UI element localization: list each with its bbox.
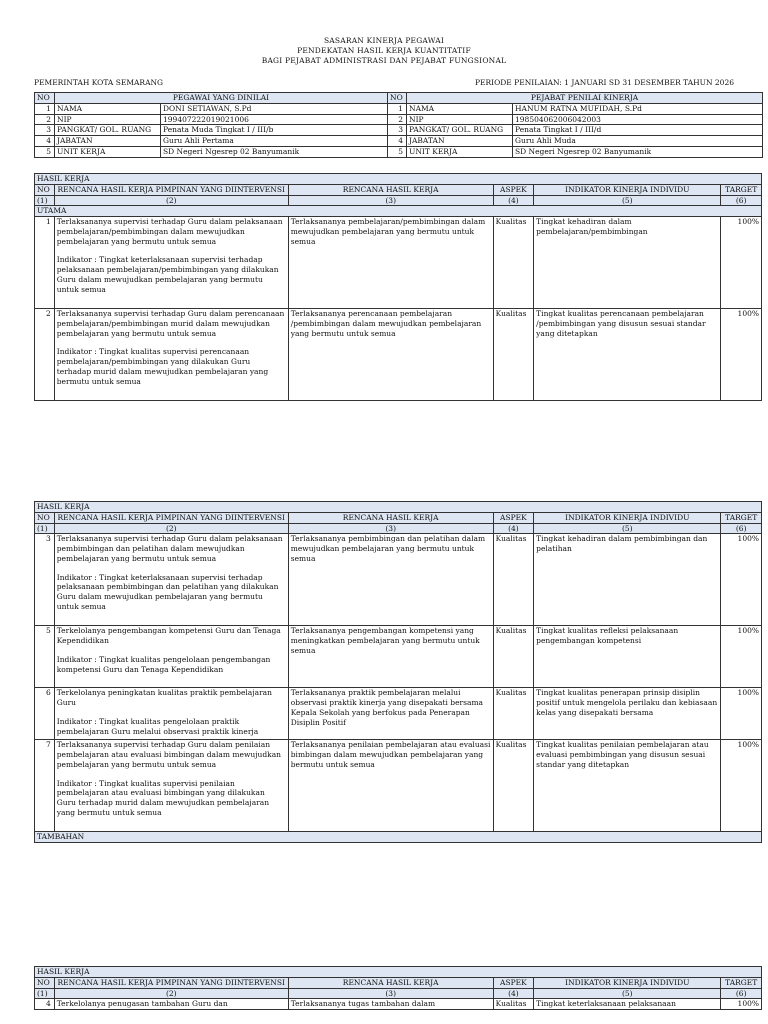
col-indicator-header: INDIKATOR KINERJA INDIVIDU — [534, 184, 721, 195]
col-no: NO — [388, 93, 407, 104]
table-row — [35, 626, 762, 688]
target-cell: 100% — [721, 217, 762, 309]
plan-cell: Terlaksananya pengembangan kompetensi yang meningkatkan pembelajaran yang bermutu untuk semua — [288, 626, 493, 688]
leader-plan-text: Terkelolanya pengembangan kompetensi Guru dan Tenaga Kependidikan — [56, 626, 281, 645]
leader-plan-cell — [54, 688, 288, 740]
aspect-cell: Kualitas — [493, 217, 534, 309]
col-number: (4) — [493, 195, 534, 206]
leader-plan-text: Terlaksananya supervisi terhadap Guru dalam pelaksanaan pembelajaran/pembimbingan dalam mewujudkan pembelajaran yang bermutu untuk semua — [56, 217, 283, 246]
target-cell: 100% — [721, 740, 762, 832]
col-number: (5) — [534, 195, 721, 206]
leader-plan-cell — [54, 626, 288, 688]
field-label: PANGKAT/ GOL. RUANG — [55, 125, 161, 136]
col-target-header: TARGET — [721, 977, 762, 988]
column-number-row — [35, 988, 762, 999]
col-leader-plan-header: RENCANA HASIL KERJA PIMPINAN YANG DIINTERVENSI — [54, 977, 288, 988]
employee-name: DONI SETIAWAN, S.Pd — [161, 103, 388, 114]
col-no-header: NO — [35, 184, 55, 195]
work-results-table-1 — [34, 173, 762, 401]
document-subtitle-2: BAGI PEJABAT ADMINISTRASI DAN PEJABAT FUNGSIONAL — [261, 56, 507, 65]
target-cell: 100% — [721, 534, 762, 626]
table-header-row — [35, 512, 762, 523]
col-number: (6) — [721, 195, 762, 206]
col-number: (3) — [288, 523, 493, 534]
work-results-table-3 — [34, 966, 762, 1010]
col-number: (1) — [35, 195, 55, 206]
leader-plan-cell — [54, 534, 288, 626]
target-cell: 100% — [721, 688, 762, 740]
col-plan-header: RENCANA HASIL KERJA — [288, 977, 493, 988]
employee-position: Guru Ahli Pertama — [161, 136, 388, 147]
leader-plan-text: Terkelolanya peningkatan kualitas praktik pembelajaran Guru — [56, 688, 272, 707]
row-number: 5 — [35, 626, 55, 688]
indicator-cell: Tingkat kehadiran dalam pembelajaran/pembimbingan — [534, 217, 721, 309]
plan-cell: Terlaksananya penilaian pembelajaran atau evaluasi bimbingan dalam mewujudkan pembelajaran yang bermutu untuk semua — [288, 740, 493, 832]
leader-indicator-text: Indikator : Tingkat kualitas supervisi penilaian pembelajaran atau evaluasi bimbingan yang dilakukan Guru terhadap murid dalam mewujudkan pembelajaran yang bermutu untuk semua — [56, 778, 270, 817]
leader-indicator-text: Indikator : Tingkat keterlaksanaan supervisi terhadap pelaksanaan pembelajaran/pembimbingan yang dilakukan Guru dalam mewujudkan pembelajaran yang bermutu untuk semua — [56, 255, 279, 294]
col-plan-header: RENCANA HASIL KERJA — [288, 512, 493, 523]
identity-row — [35, 114, 763, 125]
col-number: (6) — [721, 523, 762, 534]
row-number: 4 — [35, 999, 55, 1010]
plan-cell: Terlaksananya pembelajaran/pembimbingan dalam mewujudkan pembelajaran yang bermutu untuk semua — [288, 217, 493, 309]
row-number: 1 — [35, 217, 55, 309]
identity-row — [35, 125, 763, 136]
table-row — [35, 217, 762, 309]
employee-unit: SD Negeri Ngesrep 02 Banyumanik — [161, 146, 388, 157]
col-number: (2) — [54, 523, 288, 534]
leader-plan-text: Terlaksananya supervisi terhadap Guru dalam perencanaan pembelajaran/pembimbingan murid dalam mewujudkan pembelajaran yang bermutu untuk semua — [56, 309, 285, 338]
aspect-cell: Kualitas — [493, 626, 534, 688]
evaluator-header: PEJABAT PENILAI KINERJA — [407, 93, 763, 104]
col-number: (1) — [35, 523, 55, 534]
document-title: SASARAN KINERJA PEGAWAI — [323, 36, 445, 45]
evaluator-position: Guru Ahli Muda — [513, 136, 763, 147]
table-row — [35, 534, 762, 626]
row-number: 3 — [35, 534, 55, 626]
column-number-row — [35, 523, 762, 534]
table-header-row — [35, 184, 762, 195]
leader-plan-cell — [54, 309, 288, 401]
col-number: (2) — [54, 195, 288, 206]
col-target-header: TARGET — [721, 512, 762, 523]
plan-cell: Terlaksananya perencanaan pembelajaran /pembimbingan dalam mewujudkan pembelajaran yang bermutu untuk semua — [288, 309, 493, 401]
row-number: 1 — [35, 103, 55, 114]
row-number: 2 — [35, 114, 55, 125]
row-number: 5 — [388, 146, 407, 157]
identity-row — [35, 146, 763, 157]
col-plan-header: RENCANA HASIL KERJA — [288, 184, 493, 195]
aspect-cell: Kualitas — [493, 534, 534, 626]
col-number: (5) — [534, 988, 721, 999]
col-leader-plan-header: RENCANA HASIL KERJA PIMPINAN YANG DIINTERVENSI — [54, 184, 288, 195]
section-title: HASIL KERJA — [35, 502, 762, 513]
col-no-header: NO — [35, 977, 55, 988]
employee-nip: 199407222019021006 — [161, 114, 388, 125]
col-number: (6) — [721, 988, 762, 999]
field-label: JABATAN — [55, 136, 161, 147]
leader-plan-cell — [54, 217, 288, 309]
evaluator-name: HANUM RATNA MUFIDAH, S.Pd — [513, 103, 763, 114]
aspect-cell: Kualitas — [493, 688, 534, 740]
col-leader-plan-header: RENCANA HASIL KERJA PIMPINAN YANG DIINTERVENSI — [54, 512, 288, 523]
assessment-period: PERIODE PENILAIAN: 1 JANUARI SD 31 DESEMBER TAHUN 2026 — [475, 78, 734, 87]
indicator-cell: Tingkat kualitas perencanaan pembelajaran /pembimbingan yang disusun sesuai standar yang ditetapkan — [534, 309, 721, 401]
column-number-row — [35, 195, 762, 206]
leader-indicator-text: Indikator : Tingkat kualitas supervisi perencanaan pembelajaran/pembimbingan yang dilakukan Guru terhadap murid dalam mewujudkan pembelajaran yang bermutu untuk semua — [56, 347, 269, 386]
col-no-header: NO — [35, 512, 55, 523]
indicator-cell: Tingkat kualitas penerapan prinsip disiplin positif untuk mengelola perilaku dan kebiasaan kelas yang disepakati bersama — [534, 688, 721, 740]
evaluator-rank: Penata Tingkat I / III/d — [513, 125, 763, 136]
indicator-cell: Tingkat kualitas penilaian pembelajaran atau evaluasi pembimbingan yang disusun sesuai standar yang ditetapkan — [534, 740, 721, 832]
identity-row — [35, 136, 763, 147]
target-cell: 100% — [721, 626, 762, 688]
col-aspect-header: ASPEK — [493, 512, 534, 523]
indicator-cell: Tingkat kualitas refleksi pelaksanaan pengembangan kompetensi — [534, 626, 721, 688]
row-number: 2 — [35, 309, 55, 401]
indicator-cell: Tingkat kehadiran dalam pembimbingan dan pelatihan — [534, 534, 721, 626]
table-row — [35, 999, 762, 1010]
row-number: 7 — [35, 740, 55, 832]
leader-plan-cell — [54, 740, 288, 832]
row-number: 5 — [35, 146, 55, 157]
col-number: (3) — [288, 195, 493, 206]
identity-table — [34, 92, 763, 158]
leader-indicator-text: Indikator : Tingkat kualitas pengelolaan praktik pembelajaran Guru melalui observasi praktik kinerja — [56, 716, 259, 736]
category-label: UTAMA — [35, 206, 762, 217]
leader-plan-cell: Terkelolanya penugasan tambahan Guru dan — [54, 999, 288, 1010]
leader-plan-text: Terlaksananya supervisi terhadap Guru dalam pelaksanaan pembimbingan dan pelatihan dalam mewujudkan pembelajaran yang bermutu untuk semua — [56, 534, 283, 563]
col-indicator-header: INDIKATOR KINERJA INDIVIDU — [534, 512, 721, 523]
row-number: 4 — [388, 136, 407, 147]
leader-plan-text: Terlaksananya supervisi terhadap Guru dalam penilaian pembelajaran atau evaluasi bimbingan dalam mewujudkan pembelajaran yang bermutu untuk semua — [56, 740, 281, 769]
identity-header-row — [35, 93, 763, 104]
row-number: 2 — [388, 114, 407, 125]
col-number: (1) — [35, 988, 55, 999]
target-cell: 100% — [721, 309, 762, 401]
col-number: (4) — [493, 523, 534, 534]
category-label: TAMBAHAN — [35, 832, 762, 843]
col-target-header: TARGET — [721, 184, 762, 195]
row-number: 3 — [388, 125, 407, 136]
plan-cell: Terlaksananya pembimbingan dan pelatihan dalam mewujudkan pembelajaran yang bermutu untuk semua — [288, 534, 493, 626]
field-label: PANGKAT/ GOL. RUANG — [407, 125, 513, 136]
table-row — [35, 688, 762, 740]
row-number: 6 — [35, 688, 55, 740]
evaluator-nip: 198504062006042003 — [513, 114, 763, 125]
table-header-row — [35, 977, 762, 988]
target-cell: 100% — [721, 999, 762, 1010]
aspect-cell: Kualitas — [493, 740, 534, 832]
evaluator-unit: SD Negeri Ngesrep 02 Banyumanik — [513, 146, 763, 157]
field-label: JABATAN — [407, 136, 513, 147]
col-number: (3) — [288, 988, 493, 999]
field-label: UNIT KERJA — [55, 146, 161, 157]
field-label: NAMA — [407, 103, 513, 114]
col-number: (5) — [534, 523, 721, 534]
row-number: 1 — [388, 103, 407, 114]
row-number: 4 — [35, 136, 55, 147]
section-title: HASIL KERJA — [35, 967, 762, 978]
col-aspect-header: ASPEK — [493, 977, 534, 988]
plan-cell: Terlaksananya praktik pembelajaran melalui observasi praktik kinerja yang disepakati bersama Kepala Sekolah yang berfokus pada Penerapan Disiplin Positif — [288, 688, 493, 740]
col-no: NO — [35, 93, 55, 104]
evaluated-employee-header: PEGAWAI YANG DINILAI — [55, 93, 388, 104]
leader-indicator-text: Indikator : Tingkat kualitas pengelolaan pengembangan kompetensi Guru dan Tenaga Kependidikan — [56, 654, 271, 674]
aspect-cell: Kualitas — [493, 999, 534, 1010]
col-aspect-header: ASPEK — [493, 184, 534, 195]
identity-row — [35, 103, 763, 114]
col-number: (4) — [493, 988, 534, 999]
row-number: 3 — [35, 125, 55, 136]
agency-name: PEMERINTAH KOTA SEMARANG — [34, 78, 164, 87]
employee-rank: Penata Muda Tingkat I / III/b — [161, 125, 388, 136]
field-label: NIP — [55, 114, 161, 125]
table-row — [35, 309, 762, 401]
field-label: UNIT KERJA — [407, 146, 513, 157]
plan-cell: Terlaksananya tugas tambahan dalam — [288, 999, 493, 1010]
field-label: NIP — [407, 114, 513, 125]
section-title: HASIL KERJA — [35, 174, 762, 185]
work-results-table-2 — [34, 501, 762, 843]
col-number: (2) — [54, 988, 288, 999]
col-indicator-header: INDIKATOR KINERJA INDIVIDU — [534, 977, 721, 988]
aspect-cell: Kualitas — [493, 309, 534, 401]
document-subtitle: PENDEKATAN HASIL KERJA KUANTITATIF — [297, 46, 471, 55]
table-row — [35, 740, 762, 832]
leader-indicator-text: Indikator : Tingkat keterlaksanaan supervisi terhadap pelaksanaan pembimbingan dan pelatihan yang dilakukan Guru dalam mewujudkan pembelajaran yang bermutu untuk semua — [56, 572, 279, 611]
indicator-cell: Tingkat keterlaksanaan pelaksanaan — [534, 999, 721, 1010]
field-label: NAMA — [55, 103, 161, 114]
